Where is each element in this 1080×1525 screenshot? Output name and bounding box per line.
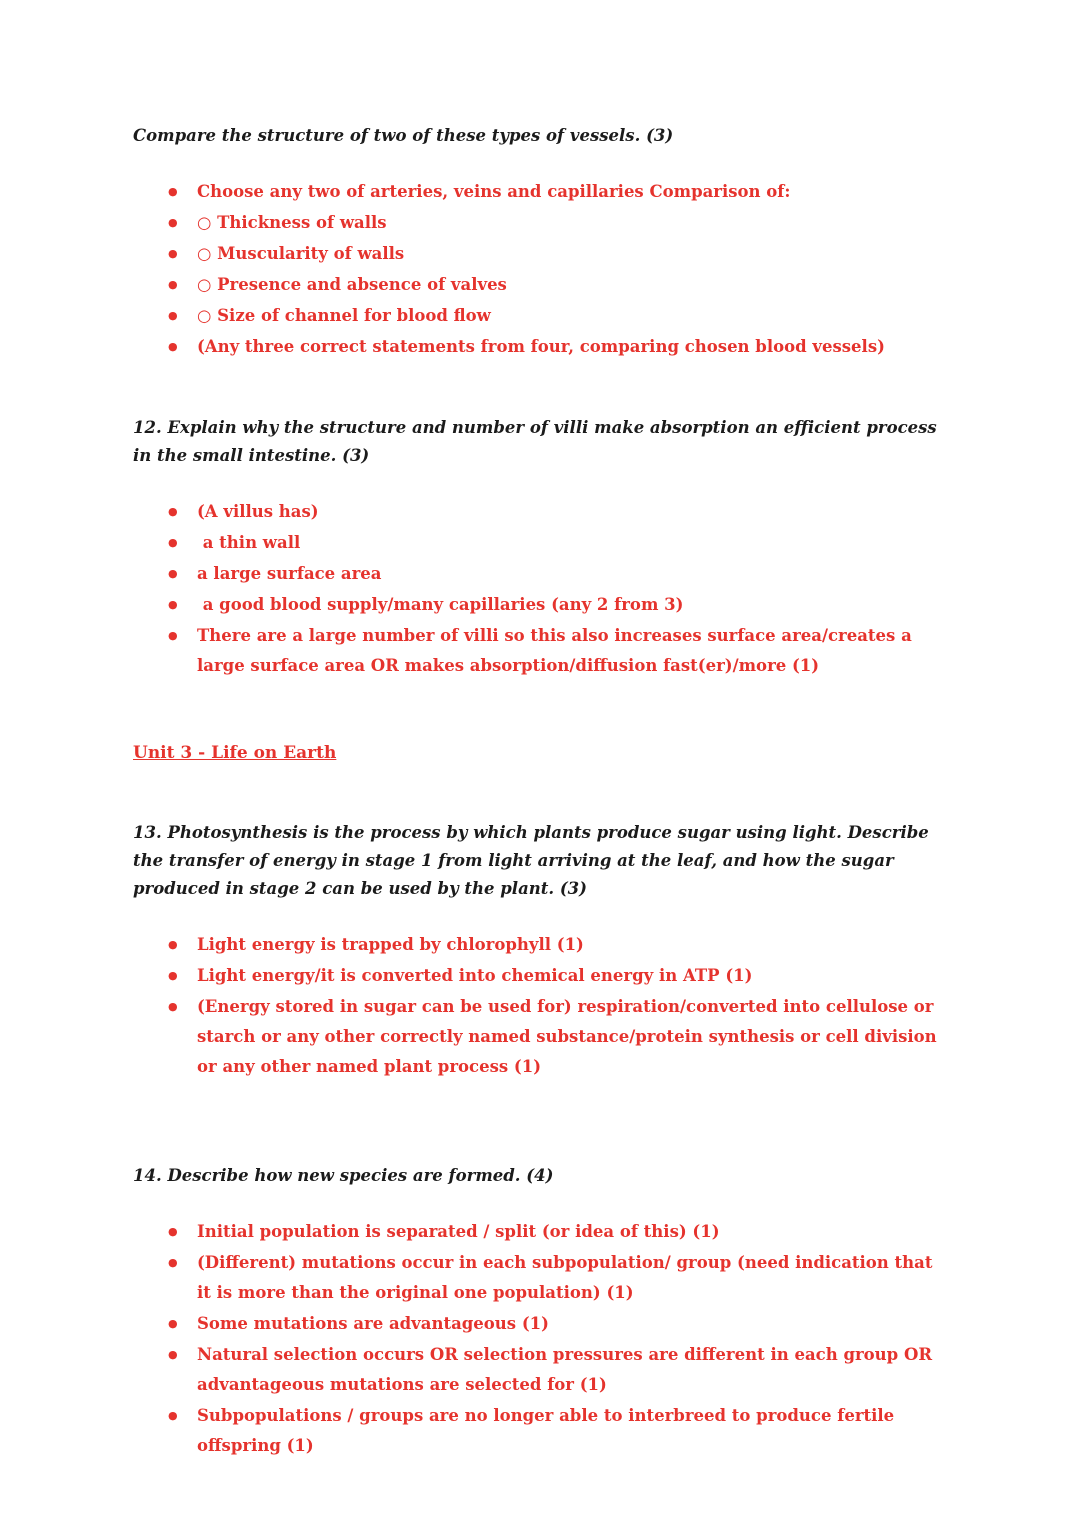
bullet-item [133, 497, 950, 527]
bullet-text: (A villus has) [197, 502, 319, 521]
bullet-text: Initial population is separated / split (or idea of this) (1) [197, 1222, 720, 1241]
bullet-dot-icon: ● [168, 598, 178, 611]
bullet-dot-icon: ● [168, 1256, 178, 1269]
bullet-text: (Energy stored in sugar can be used for) respiration/converted into cellulose or starch or any other correctly named substance/protein synthesis or cell division or any other named plant process (1) [197, 997, 943, 1076]
bullet-item [133, 301, 950, 331]
bullet-item [133, 1340, 950, 1400]
bullet-dot-icon: ● [168, 1317, 178, 1330]
bullet-text: (Any three correct statements from four, comparing chosen blood vessels) [197, 337, 885, 356]
bullet-text: a thin wall [197, 533, 301, 552]
question-text: 12. Explain why the structure and number of villi make absorption an efficient process in the small intestine. (3) [133, 418, 937, 465]
bullet-text: Natural selection occurs OR selection pressures are different in each group OR advantageous mutations are selected for (1) [197, 1345, 938, 1394]
bullet-item [133, 1217, 950, 1247]
bullet-dot-icon: ● [168, 1000, 178, 1013]
bullet-dot-icon: ● [168, 216, 178, 229]
bullet-item [133, 559, 950, 589]
answer-bullet-list [133, 1217, 950, 1461]
answer-bullet-list [133, 930, 950, 1082]
bullet-dot-icon: ● [168, 247, 178, 260]
bullet-dot-icon: ● [168, 309, 178, 322]
bullet-dot-icon: ● [168, 567, 178, 580]
bullet-dot-icon: ● [168, 969, 178, 982]
bullet-dot-icon: ● [168, 278, 178, 291]
bullet-item [133, 961, 950, 991]
bullet-text: a good blood supply/many capillaries (any 2 from 3) [197, 595, 684, 614]
section-heading: Unit 3 - Life on Earth [133, 743, 337, 763]
bullet-text: ○ Size of channel for blood flow [197, 306, 491, 325]
bullet-item [133, 1309, 950, 1339]
bullet-dot-icon: ● [168, 629, 178, 642]
bullet-text: ○ Thickness of walls [197, 213, 387, 232]
bullet-dot-icon: ● [168, 185, 178, 198]
bullet-text: ○ Muscularity of walls [197, 244, 405, 263]
bullet-dot-icon: ● [168, 536, 178, 549]
bullet-text: a large surface area [197, 564, 382, 583]
question-text: Compare the structure of two of these types of vessels. (3) [133, 126, 674, 145]
bullet-text: Choose any two of arteries, veins and capillaries Comparison of: [197, 182, 791, 201]
bullet-dot-icon: ● [168, 1348, 178, 1361]
bullet-item [133, 621, 950, 681]
bullet-item [133, 590, 950, 620]
bullet-text: Light energy is trapped by chlorophyll (1) [197, 935, 584, 954]
bullet-text: Some mutations are advantageous (1) [197, 1314, 549, 1333]
bullet-text: Light energy/it is converted into chemical energy in ATP (1) [197, 966, 753, 985]
bullet-item [133, 332, 950, 362]
question-text: 14. Describe how new species are formed. (4) [133, 1166, 554, 1185]
answer-bullet-list [133, 497, 950, 681]
bullet-dot-icon: ● [168, 340, 178, 353]
bullet-dot-icon: ● [168, 938, 178, 951]
bullet-text: There are a large number of villi so this also increases surface area/creates a large surface area OR makes absorption/diffusion fast(er)/more (1) [197, 626, 918, 675]
bullet-dot-icon: ● [168, 505, 178, 518]
question-text: 13. Photosynthesis is the process by which plants produce sugar using light. Describe the transfer of energy in stage 1 from light arriving at the leaf, and how the sugar produced in stage 2 can be used by the plant. (3) [133, 823, 929, 898]
bullet-item [133, 930, 950, 960]
bullet-item [133, 270, 950, 300]
bullet-item [133, 177, 950, 207]
bullet-item [133, 239, 950, 269]
bullet-dot-icon: ● [168, 1409, 178, 1422]
bullet-item [133, 208, 950, 238]
answer-bullet-list [133, 177, 950, 362]
bullet-text: Subpopulations / groups are no longer able to interbreed to produce fertile offspring (1) [197, 1406, 900, 1455]
bullet-item [133, 1401, 950, 1461]
bullet-text: (Different) mutations occur in each subpopulation/ group (need indication that it is more than the original one population) (1) [197, 1253, 939, 1302]
bullet-text: ○ Presence and absence of valves [197, 275, 507, 294]
bullet-item [133, 992, 950, 1082]
bullet-item [133, 1248, 950, 1308]
bullet-item [133, 528, 950, 558]
bullet-dot-icon: ● [168, 1225, 178, 1238]
